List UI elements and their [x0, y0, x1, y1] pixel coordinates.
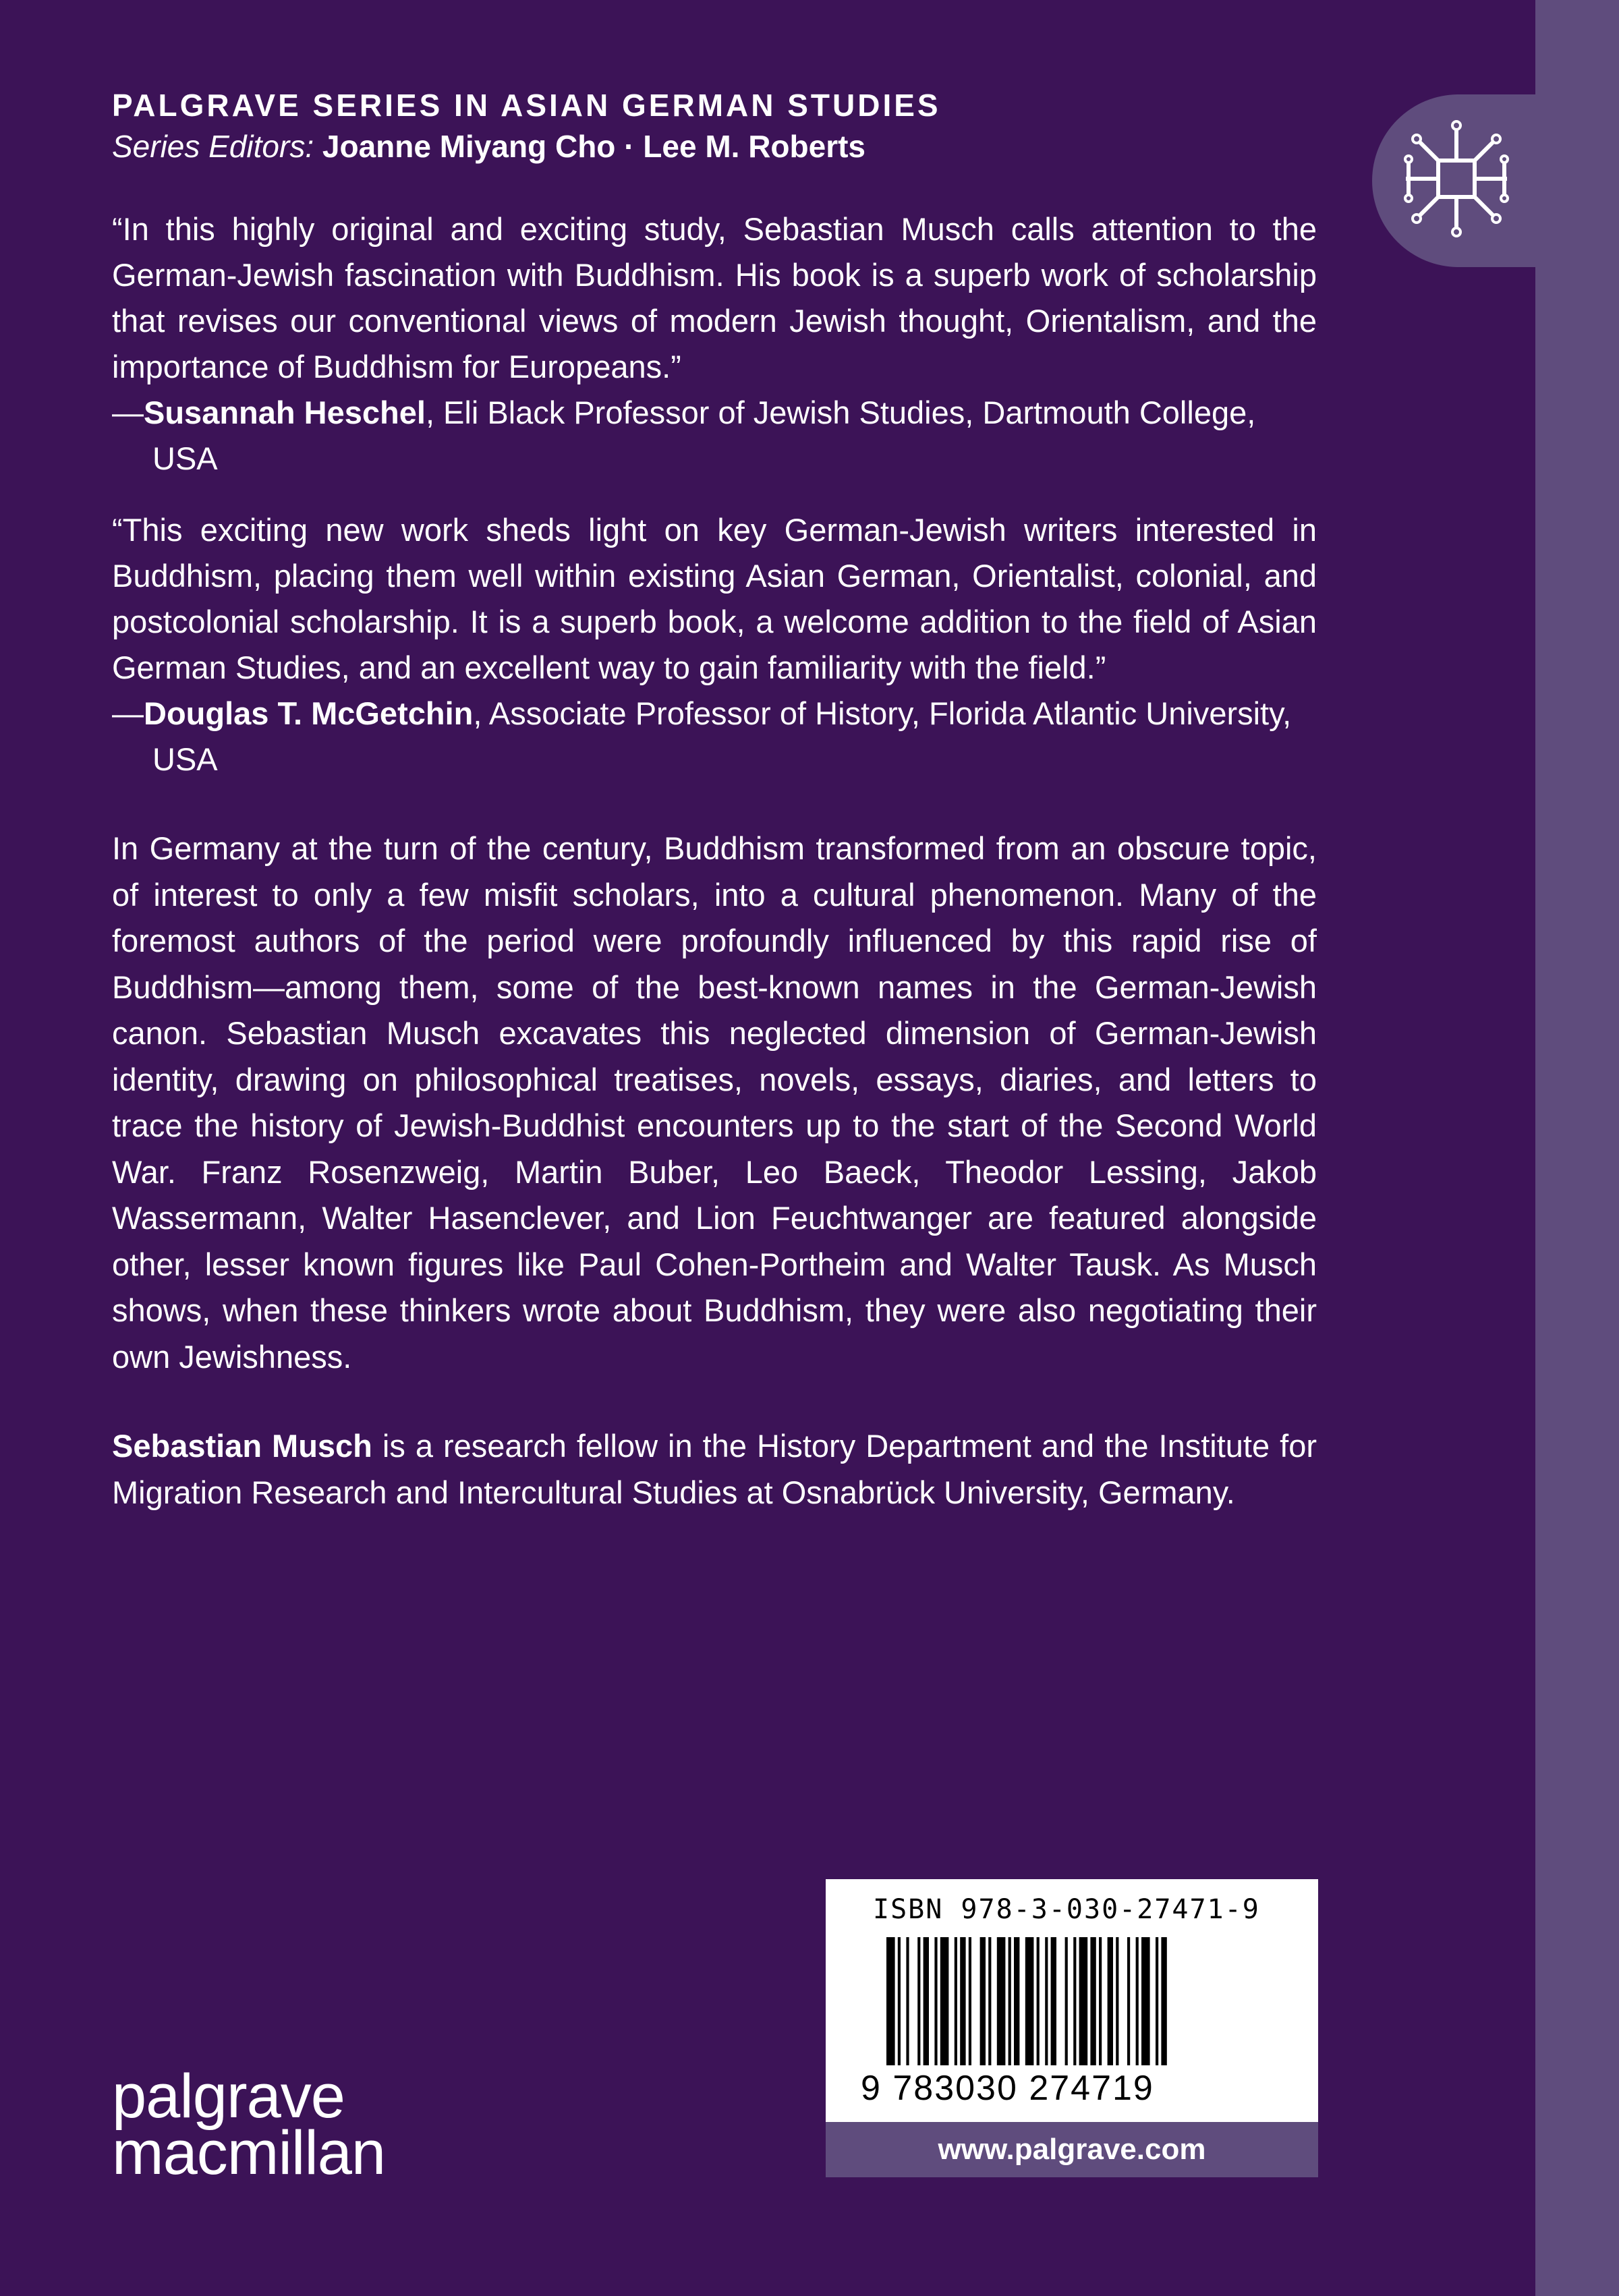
barcode-icon [886, 1937, 1257, 2065]
isbn-label: ISBN 978-3-030-27471-9 [873, 1894, 1260, 1925]
attribution-dash: — [112, 395, 144, 430]
endorser-name: Douglas T. McGetchin [144, 695, 474, 731]
endorsement-attribution-1 [112, 390, 1317, 482]
endorser-affiliation: , Eli Black Professor of Jewish Studies, Dartmouth College, USA [152, 395, 1256, 476]
endorser-name: Susannah Heschel [144, 395, 426, 430]
attribution-dash: — [112, 695, 144, 731]
isbn-barcode-box [826, 1879, 1318, 2122]
endorsement-attribution-2 [112, 691, 1317, 782]
palgrave-star-logo-icon [1392, 115, 1521, 243]
author-bio-text: is a research fellow in the History Department and the Institute for Migration Research and Intercultural Studies at Osnabrück University, Germany. [112, 1428, 1317, 1510]
endorsement-quote-2: “This exciting new work sheds light on key German-Jewish writers interested in Buddhism, placing them well within existing Asian German, Orientalist, colonial, and postcolonial scholarship. It is a superb book, a welcome addition to the field of Asian German Studies, and an excellent way to gain familiarity with the field.” [112, 512, 1317, 685]
endorser-affiliation: , Associate Professor of History, Florida Atlantic University, USA [152, 695, 1292, 777]
series-title: PALGRAVE SERIES IN ASIAN GERMAN STUDIES [112, 88, 941, 123]
publisher-website: www.palgrave.com [826, 2122, 1318, 2177]
publisher-logo [112, 2062, 386, 2187]
book-spine [1535, 0, 1619, 2296]
endorsement-quote-1: “In this highly original and exciting study, Sebastian Musch calls attention to the German-Jewish fascination with Buddhism. His book is a superb work of scholarship that revises our conventional views of modern Jewish thought, Orientalism, and the importance of Buddhism for Europeans.” [112, 211, 1317, 384]
author-bio [112, 1423, 1317, 1516]
book-description: In Germany at the turn of the century, Buddhism transformed from an obscure topic, of interest to only a few misfit scholars, into a cultural phenomenon. Many of the foremost authors of the period were profoundly influenced by this rapid rise of Buddhism—among them, some of the best-known names in the German-Jewish canon. Sebastian Musch excavates this neglected dimension of German-Jewish identity, drawing on philosophical treatises, novels, essays, diaries, and letters to trace the history of Jewish-Buddhist encounters up to the start of the Second World War. Franz Rosenzweig, Martin Buber, Leo Baeck, Theodor Lessing, Jakob Wassermann, Walter Hasenclever, and Lion Feuchtwanger are featured alongside other, lesser known figures like Paul Cohen-Portheim and Walter Tausk. As Musch shows, when these thinkers wrote about Buddhism, they were also negotiating their own Jewishness. [112, 830, 1317, 1375]
series-editors-label: Series Editors: [112, 129, 314, 164]
publisher-logo-line2: macmillan [112, 2119, 386, 2187]
series-editors [112, 125, 1317, 167]
publisher-logo-line1: palgrave [112, 2062, 345, 2131]
back-cover-content [112, 85, 1317, 1516]
author-name: Sebastian Musch [112, 1428, 372, 1464]
series-editors-names: Joanne Miyang Cho · Lee M. Roberts [322, 129, 865, 164]
logo-tab [1372, 94, 1538, 267]
barcode-digits: 9 783030 274719 [861, 2069, 1154, 2108]
